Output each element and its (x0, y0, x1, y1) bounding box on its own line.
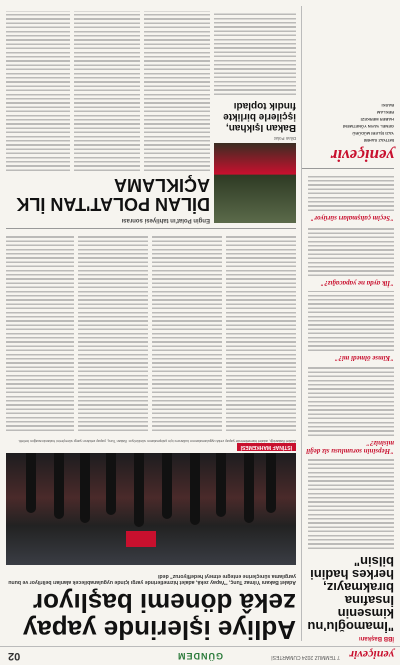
section-label: GÜNDEM (177, 651, 223, 661)
imprint-logo: yeniçevir (330, 146, 394, 165)
main-photo-caption: İSTİNAF MAHKEMESİ (237, 443, 296, 451)
story2-text-column (6, 11, 70, 171)
story2-kicker: Engin Polat'ın tahliyesi sonrası (121, 217, 210, 223)
main-subheadline: Adalet Bakanı Yılmaz Tunç, "Yapay zekâ, adalet hizmetlerinde yargı içinde uygulanabilecek alanları belirliyor ve bunu yargılama süreçlerine entegre etmeyi hedefliyoruz" dedi (8, 572, 296, 585)
sidebar-text-column (308, 291, 394, 351)
brand-logo: yeniçevir (349, 648, 394, 662)
main-text-column (78, 235, 148, 431)
sidebar (301, 6, 394, 641)
main-text-column (226, 235, 296, 431)
sidebar-text-column (308, 459, 394, 549)
issue-date: 7 TEMMUZ 2024 CUMARTESİ (271, 654, 340, 660)
story2-text-column (144, 11, 210, 171)
story2-headline: DİLAN POLAT'TAN İLK AÇIKLAMA (16, 175, 210, 214)
page-header (0, 646, 400, 665)
story3-headline: Bakan Işıkhan, işçilerle birlikte fındık topladı (223, 100, 296, 133)
sidebar-quote: "Hepsinin sorumlusu siz değil misiniz?" (306, 439, 394, 455)
main-photo (6, 453, 296, 565)
story2-photo-caption: Dilan Polat (274, 136, 296, 141)
sidebar-quote: "Kimse ölmedi mi?" (334, 354, 394, 362)
imprint-line: BASKI (381, 103, 394, 108)
imprint-line: GENEL YAYIN YÖNETMENİ (342, 124, 394, 129)
story2-text-column (74, 11, 140, 171)
main-headline: Adliye işlerinde yapay zekâ dönemi başlıyor (22, 588, 296, 645)
sidebar-text-column (308, 366, 394, 436)
sidebar-quote: "Seçim çalışmaları sürüyor" (310, 214, 394, 222)
divider (6, 228, 296, 229)
sidebar-headline: "İmamoğlu'nu kimsenin İnsafına bırakmayız, herkes hadini bilsin" (307, 554, 394, 634)
imprint-line: YAZI İŞLERİ MÜDÜRÜ (352, 131, 394, 136)
story3-text-column (214, 11, 296, 95)
imprint-line: REKLAM (376, 110, 394, 115)
main-text-column (6, 235, 74, 431)
imprint-box (302, 103, 394, 169)
sidebar-text-column (308, 175, 394, 211)
imprint-line: İMTİYAZ SAHİBİ (363, 138, 394, 143)
main-text-column (152, 235, 222, 431)
imprint-line: HABER MERKEZİ (360, 117, 394, 122)
story3-photo (214, 143, 296, 223)
sidebar-quote: "İlk ayda ne yapacağız?" (320, 279, 394, 287)
main-lead-text: Adalet Bakanlığı, adalet hizmetlerinde yapay zekâ uygulamalarının kullanımı için çalışmalarını sürdürüyor. Bakan Tunç, yapay zekânın yargı süreçlerini hızlandıracağını belirtti. (18, 439, 296, 443)
sidebar-text-column (308, 226, 394, 276)
page-number: 02 (8, 650, 21, 662)
sidebar-red-tag: İBB Başkanı (358, 635, 394, 641)
